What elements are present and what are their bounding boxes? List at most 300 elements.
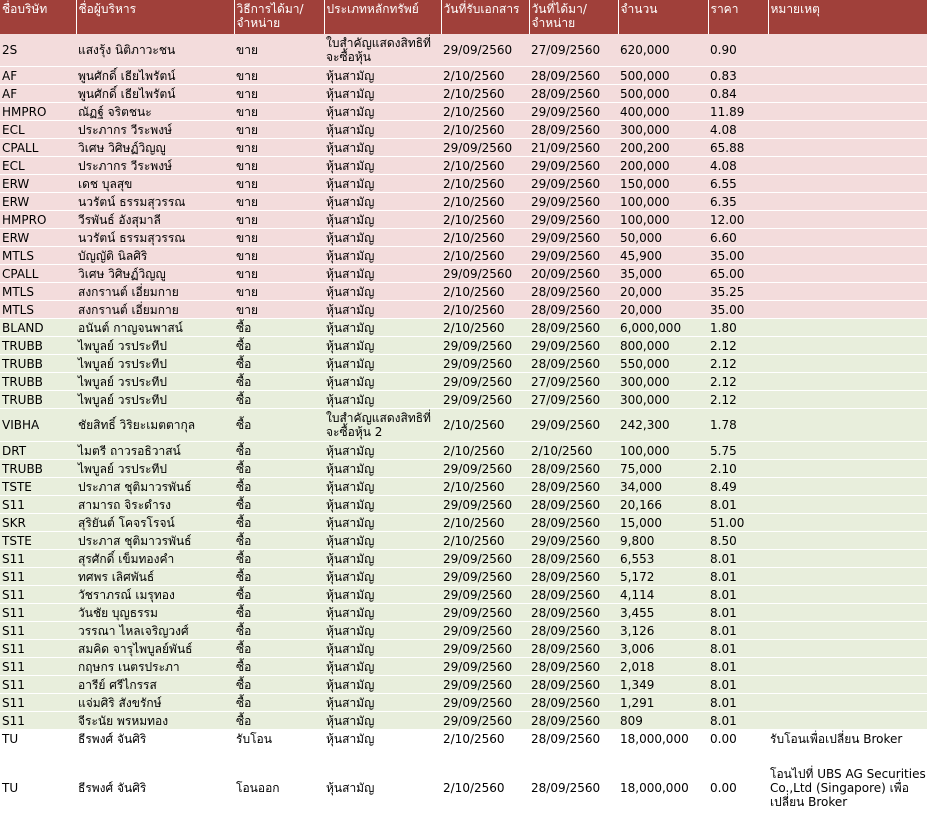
cell-company: TRUBB <box>0 337 76 355</box>
cell-remark <box>768 694 927 712</box>
cell-company: ERW <box>0 229 76 247</box>
cell-volume: 3,455 <box>618 604 708 622</box>
cell-remark <box>768 157 927 175</box>
cell-executive: ไพบูลย์ วรประทีป <box>76 373 234 391</box>
table-row <box>0 373 927 391</box>
cell-executive: บัญญัติ นิลศิริ <box>76 247 234 265</box>
cell-remark: รับโอนเพื่อเปลี่ยน Broker <box>768 730 927 748</box>
cell-executive: สามารถ จิระดำรง <box>76 496 234 514</box>
cell-volume: 34,000 <box>618 478 708 496</box>
table-row <box>0 319 927 337</box>
cell-security-type: หุ้นสามัญ <box>324 337 441 355</box>
cell-executive: ไมตรี ถาวรอธิวาสน์ <box>76 442 234 460</box>
cell-volume: 2,018 <box>618 658 708 676</box>
table-body <box>0 34 927 829</box>
cell-price: 1.78 <box>708 409 768 442</box>
cell-executive: ประภาส ชุติมาวรพันธ์ <box>76 478 234 496</box>
cell-received-date: 29/09/2560 <box>441 658 529 676</box>
cell-security-type: ใบสำคัญแสดงสิทธิที่จะซื้อหุ้น 2 <box>324 409 441 442</box>
cell-transaction-date: 28/09/2560 <box>529 514 618 532</box>
cell-volume: 800,000 <box>618 337 708 355</box>
cell-remark <box>768 373 927 391</box>
cell-volume: 100,000 <box>618 442 708 460</box>
cell-volume: 300,000 <box>618 391 708 409</box>
cell-volume: 150,000 <box>618 175 708 193</box>
cell-method: ซื้อ <box>234 604 324 622</box>
cell-volume: 18,000,000 <box>618 730 708 748</box>
table-row <box>0 283 927 301</box>
cell-price: 4.08 <box>708 121 768 139</box>
cell-transaction-date: 28/09/2560 <box>529 319 618 337</box>
cell-company: TRUBB <box>0 460 76 478</box>
cell-received-date: 2/10/2560 <box>441 319 529 337</box>
table-row <box>0 478 927 496</box>
cell-price: 35.25 <box>708 283 768 301</box>
cell-transaction-date: 27/09/2560 <box>529 373 618 391</box>
cell-method: ขาย <box>234 193 324 211</box>
cell-transaction-date: 28/09/2560 <box>529 496 618 514</box>
cell-received-date: 2/10/2560 <box>441 442 529 460</box>
cell-security-type: หุ้นสามัญ <box>324 694 441 712</box>
cell-company: AF <box>0 67 76 85</box>
cell-volume: 1,291 <box>618 694 708 712</box>
header-received-date: วันที่รับเอกสาร <box>441 0 529 34</box>
cell-method: ขาย <box>234 301 324 319</box>
cell-executive: วิเศษ วิศิษฏ์วิญญู <box>76 139 234 157</box>
cell-price: 35.00 <box>708 247 768 265</box>
cell-volume: 6,553 <box>618 550 708 568</box>
table-row <box>0 103 927 121</box>
table-row <box>0 442 927 460</box>
cell-transaction-date: 28/09/2560 <box>529 658 618 676</box>
cell-transaction-date: 29/09/2560 <box>529 337 618 355</box>
cell-transaction-date: 28/09/2560 <box>529 283 618 301</box>
cell-security-type: หุ้นสามัญ <box>324 229 441 247</box>
cell-method: ขาย <box>234 283 324 301</box>
cell-price: 8.01 <box>708 658 768 676</box>
cell-remark <box>768 229 927 247</box>
cell-transaction-date: 28/09/2560 <box>529 568 618 586</box>
cell-received-date: 29/09/2560 <box>441 604 529 622</box>
cell-security-type: หุ้นสามัญ <box>324 211 441 229</box>
cell-security-type: หุ้นสามัญ <box>324 712 441 730</box>
cell-remark <box>768 391 927 409</box>
cell-security-type: หุ้นสามัญ <box>324 604 441 622</box>
cell-executive: ณัฏฐ์ จริตชนะ <box>76 103 234 121</box>
table-row <box>0 694 927 712</box>
cell-company: S11 <box>0 568 76 586</box>
cell-executive: นวรัตน์ ธรรมสุวรรณ <box>76 229 234 247</box>
cell-executive: พูนศักดิ์ เธียไพรัตน์ <box>76 67 234 85</box>
cell-transaction-date: 29/09/2560 <box>529 532 618 550</box>
cell-method: ขาย <box>234 121 324 139</box>
cell-received-date: 29/09/2560 <box>441 640 529 658</box>
cell-received-date: 2/10/2560 <box>441 211 529 229</box>
cell-company: ERW <box>0 193 76 211</box>
cell-security-type: หุ้นสามัญ <box>324 319 441 337</box>
header-security-type: ประเภทหลักทรัพย์ <box>324 0 441 34</box>
cell-transaction-date: 2/10/2560 <box>529 442 618 460</box>
cell-executive: ธีรพงศ์ จันศิริ <box>76 748 234 829</box>
cell-security-type: หุ้นสามัญ <box>324 676 441 694</box>
cell-security-type: หุ้นสามัญ <box>324 586 441 604</box>
cell-volume: 809 <box>618 712 708 730</box>
cell-executive: ชัยสิทธิ์ วิริยะเมตตากุล <box>76 409 234 442</box>
cell-volume: 5,172 <box>618 568 708 586</box>
cell-volume: 1,349 <box>618 676 708 694</box>
cell-security-type: หุ้นสามัญ <box>324 139 441 157</box>
cell-method: ซื้อ <box>234 460 324 478</box>
cell-executive: ประภากร วีระพงษ์ <box>76 121 234 139</box>
cell-transaction-date: 29/09/2560 <box>529 409 618 442</box>
cell-executive: ประภากร วีระพงษ์ <box>76 157 234 175</box>
cell-volume: 300,000 <box>618 373 708 391</box>
cell-method: โอนออก <box>234 748 324 829</box>
cell-transaction-date: 28/09/2560 <box>529 622 618 640</box>
cell-price: 4.08 <box>708 157 768 175</box>
cell-received-date: 2/10/2560 <box>441 229 529 247</box>
cell-remark <box>768 175 927 193</box>
cell-transaction-date: 28/09/2560 <box>529 85 618 103</box>
cell-price: 2.12 <box>708 373 768 391</box>
table-row <box>0 85 927 103</box>
cell-executive: วีรพันธ์ อังสุมาลี <box>76 211 234 229</box>
table-row <box>0 139 927 157</box>
cell-transaction-date: 29/09/2560 <box>529 211 618 229</box>
cell-transaction-date: 29/09/2560 <box>529 247 618 265</box>
cell-executive: แจ่มศิริ สังขรักษ์ <box>76 694 234 712</box>
cell-price: 6.60 <box>708 229 768 247</box>
cell-security-type: หุ้นสามัญ <box>324 622 441 640</box>
cell-company: S11 <box>0 604 76 622</box>
cell-volume: 75,000 <box>618 460 708 478</box>
cell-method: ซื้อ <box>234 694 324 712</box>
cell-remark <box>768 211 927 229</box>
cell-security-type: หุ้นสามัญ <box>324 175 441 193</box>
cell-remark <box>768 409 927 442</box>
cell-price: 0.84 <box>708 85 768 103</box>
cell-remark <box>768 658 927 676</box>
cell-price: 8.01 <box>708 622 768 640</box>
cell-method: ซื้อ <box>234 337 324 355</box>
cell-transaction-date: 28/09/2560 <box>529 748 618 829</box>
cell-received-date: 29/09/2560 <box>441 265 529 283</box>
cell-remark: โอนไปที่ UBS AG Securities Co.,Ltd (Singapore) เพื่อเปลี่ยน Broker <box>768 748 927 829</box>
cell-transaction-date: 28/09/2560 <box>529 712 618 730</box>
cell-company: S11 <box>0 640 76 658</box>
cell-executive: อารีย์ ศรีไกรรส <box>76 676 234 694</box>
cell-executive: ไพบูลย์ วรประทีป <box>76 355 234 373</box>
cell-price: 35.00 <box>708 301 768 319</box>
cell-company: S11 <box>0 712 76 730</box>
cell-volume: 50,000 <box>618 229 708 247</box>
cell-method: ซื้อ <box>234 658 324 676</box>
table-row <box>0 604 927 622</box>
cell-company: ERW <box>0 175 76 193</box>
cell-received-date: 29/09/2560 <box>441 34 529 67</box>
cell-security-type: หุ้นสามัญ <box>324 514 441 532</box>
table-row <box>0 550 927 568</box>
cell-remark <box>768 67 927 85</box>
cell-executive: ไพบูลย์ วรประทีป <box>76 337 234 355</box>
cell-received-date: 2/10/2560 <box>441 409 529 442</box>
cell-price: 0.90 <box>708 34 768 67</box>
cell-received-date: 29/09/2560 <box>441 550 529 568</box>
cell-price: 8.01 <box>708 496 768 514</box>
cell-transaction-date: 29/09/2560 <box>529 229 618 247</box>
cell-method: ซื้อ <box>234 355 324 373</box>
cell-method: ขาย <box>234 175 324 193</box>
cell-price: 2.12 <box>708 337 768 355</box>
cell-remark <box>768 532 927 550</box>
cell-company: TRUBB <box>0 373 76 391</box>
cell-received-date: 2/10/2560 <box>441 67 529 85</box>
table-row <box>0 676 927 694</box>
cell-price: 1.80 <box>708 319 768 337</box>
table-row <box>0 622 927 640</box>
cell-volume: 20,000 <box>618 283 708 301</box>
cell-remark <box>768 139 927 157</box>
cell-received-date: 2/10/2560 <box>441 121 529 139</box>
cell-company: TU <box>0 730 76 748</box>
cell-transaction-date: 28/09/2560 <box>529 694 618 712</box>
cell-received-date: 2/10/2560 <box>441 157 529 175</box>
cell-remark <box>768 712 927 730</box>
cell-received-date: 2/10/2560 <box>441 478 529 496</box>
cell-executive: เดช บุลสุข <box>76 175 234 193</box>
cell-received-date: 2/10/2560 <box>441 730 529 748</box>
header-remark: หมายเหตุ <box>768 0 927 34</box>
cell-executive: สงกรานต์ เอี่ยมกาย <box>76 301 234 319</box>
cell-received-date: 2/10/2560 <box>441 193 529 211</box>
cell-executive: จีระนัย พรหมทอง <box>76 712 234 730</box>
cell-price: 8.01 <box>708 550 768 568</box>
cell-remark <box>768 103 927 121</box>
cell-price: 8.01 <box>708 604 768 622</box>
cell-security-type: หุ้นสามัญ <box>324 730 441 748</box>
cell-received-date: 29/09/2560 <box>441 460 529 478</box>
cell-company: ECL <box>0 157 76 175</box>
cell-transaction-date: 28/09/2560 <box>529 67 618 85</box>
cell-company: S11 <box>0 622 76 640</box>
table-row <box>0 355 927 373</box>
cell-company: TRUBB <box>0 391 76 409</box>
cell-company: 2S <box>0 34 76 67</box>
cell-price: 0.83 <box>708 67 768 85</box>
cell-remark <box>768 442 927 460</box>
cell-transaction-date: 20/09/2560 <box>529 265 618 283</box>
cell-volume: 100,000 <box>618 193 708 211</box>
cell-received-date: 29/09/2560 <box>441 391 529 409</box>
cell-received-date: 2/10/2560 <box>441 85 529 103</box>
table-row <box>0 658 927 676</box>
cell-executive: ไพบูลย์ วรประทีป <box>76 460 234 478</box>
cell-company: DRT <box>0 442 76 460</box>
cell-method: ซื้อ <box>234 586 324 604</box>
cell-method: ขาย <box>234 34 324 67</box>
cell-remark <box>768 514 927 532</box>
cell-method: ขาย <box>234 157 324 175</box>
cell-volume: 242,300 <box>618 409 708 442</box>
cell-method: ซื้อ <box>234 514 324 532</box>
cell-received-date: 29/09/2560 <box>441 586 529 604</box>
cell-remark <box>768 478 927 496</box>
cell-price: 65.88 <box>708 139 768 157</box>
cell-volume: 550,000 <box>618 355 708 373</box>
cell-security-type: หุ้นสามัญ <box>324 568 441 586</box>
cell-remark <box>768 568 927 586</box>
cell-executive: ธีรพงศ์ จันศิริ <box>76 730 234 748</box>
cell-remark <box>768 34 927 67</box>
cell-volume: 200,200 <box>618 139 708 157</box>
cell-price: 12.00 <box>708 211 768 229</box>
cell-volume: 45,900 <box>618 247 708 265</box>
cell-received-date: 2/10/2560 <box>441 301 529 319</box>
cell-company: TSTE <box>0 532 76 550</box>
table-row <box>0 586 927 604</box>
cell-method: ซื้อ <box>234 478 324 496</box>
cell-security-type: หุ้นสามัญ <box>324 103 441 121</box>
cell-transaction-date: 27/09/2560 <box>529 391 618 409</box>
cell-received-date: 2/10/2560 <box>441 247 529 265</box>
cell-remark <box>768 337 927 355</box>
table-row <box>0 514 927 532</box>
header-price: ราคา <box>708 0 768 34</box>
cell-company: MTLS <box>0 247 76 265</box>
cell-price: 8.01 <box>708 694 768 712</box>
cell-price: 8.01 <box>708 640 768 658</box>
cell-method: ซื้อ <box>234 676 324 694</box>
cell-executive: ทศพร เลิศพันธ์ <box>76 568 234 586</box>
cell-volume: 20,166 <box>618 496 708 514</box>
table-row <box>0 211 927 229</box>
cell-volume: 35,000 <box>618 265 708 283</box>
cell-volume: 20,000 <box>618 301 708 319</box>
table-row <box>0 265 927 283</box>
cell-method: ซื้อ <box>234 568 324 586</box>
cell-method: ซื้อ <box>234 496 324 514</box>
table-row <box>0 67 927 85</box>
cell-executive: กฤษกร เนตรประภา <box>76 658 234 676</box>
table-row <box>0 748 927 829</box>
cell-executive: สมคิด จารุไพบูลย์พันธ์ <box>76 640 234 658</box>
cell-received-date: 29/09/2560 <box>441 622 529 640</box>
cell-price: 5.75 <box>708 442 768 460</box>
table-row <box>0 730 927 748</box>
cell-security-type: หุ้นสามัญ <box>324 121 441 139</box>
cell-received-date: 2/10/2560 <box>441 532 529 550</box>
cell-company: VIBHA <box>0 409 76 442</box>
cell-company: S11 <box>0 496 76 514</box>
cell-executive: อนันต์ กาญจนพาสน์ <box>76 319 234 337</box>
cell-security-type: หุ้นสามัญ <box>324 550 441 568</box>
cell-received-date: 2/10/2560 <box>441 748 529 829</box>
cell-volume: 400,000 <box>618 103 708 121</box>
header-executive: ชื่อผู้บริหาร <box>76 0 234 34</box>
table-row <box>0 175 927 193</box>
cell-remark <box>768 283 927 301</box>
cell-received-date: 2/10/2560 <box>441 175 529 193</box>
cell-price: 8.01 <box>708 712 768 730</box>
cell-company: HMPRO <box>0 211 76 229</box>
cell-volume: 500,000 <box>618 85 708 103</box>
cell-security-type: หุ้นสามัญ <box>324 658 441 676</box>
cell-method: ขาย <box>234 139 324 157</box>
cell-executive: พูนศักดิ์ เธียไพรัตน์ <box>76 85 234 103</box>
cell-method: ซื้อ <box>234 442 324 460</box>
cell-transaction-date: 29/09/2560 <box>529 157 618 175</box>
table-row <box>0 121 927 139</box>
cell-security-type: หุ้นสามัญ <box>324 460 441 478</box>
cell-transaction-date: 28/09/2560 <box>529 121 618 139</box>
cell-volume: 3,126 <box>618 622 708 640</box>
cell-received-date: 29/09/2560 <box>441 694 529 712</box>
cell-transaction-date: 29/09/2560 <box>529 103 618 121</box>
cell-price: 8.01 <box>708 568 768 586</box>
cell-transaction-date: 28/09/2560 <box>529 730 618 748</box>
header-row <box>0 0 927 34</box>
cell-transaction-date: 27/09/2560 <box>529 34 618 67</box>
cell-remark <box>768 676 927 694</box>
cell-executive: วรรณา ไหลเจริญวงศ์ <box>76 622 234 640</box>
cell-security-type: หุ้นสามัญ <box>324 442 441 460</box>
header-transaction-date: วันที่ได้มา/ จำหน่าย <box>529 0 618 34</box>
cell-transaction-date: 28/09/2560 <box>529 301 618 319</box>
cell-executive: สุรศักดิ์ เข็มทองคำ <box>76 550 234 568</box>
cell-security-type: หุ้นสามัญ <box>324 478 441 496</box>
cell-company: TRUBB <box>0 355 76 373</box>
cell-executive: วิเศษ วิศิษฏ์วิญญู <box>76 265 234 283</box>
cell-security-type: หุ้นสามัญ <box>324 532 441 550</box>
cell-price: 11.89 <box>708 103 768 121</box>
cell-company: S11 <box>0 694 76 712</box>
cell-price: 51.00 <box>708 514 768 532</box>
cell-transaction-date: 28/09/2560 <box>529 478 618 496</box>
cell-remark <box>768 247 927 265</box>
cell-security-type: หุ้นสามัญ <box>324 373 441 391</box>
cell-remark <box>768 85 927 103</box>
table-row <box>0 193 927 211</box>
cell-price: 8.49 <box>708 478 768 496</box>
cell-price: 6.35 <box>708 193 768 211</box>
cell-company: SKR <box>0 514 76 532</box>
cell-remark <box>768 550 927 568</box>
header-method: วิธีการได้มา/ จำหน่าย <box>234 0 324 34</box>
cell-company: HMPRO <box>0 103 76 121</box>
cell-company: ECL <box>0 121 76 139</box>
cell-security-type: หุ้นสามัญ <box>324 391 441 409</box>
cell-company: CPALL <box>0 265 76 283</box>
cell-volume: 300,000 <box>618 121 708 139</box>
table-row <box>0 496 927 514</box>
cell-method: ซื้อ <box>234 373 324 391</box>
cell-transaction-date: 28/09/2560 <box>529 550 618 568</box>
cell-security-type: หุ้นสามัญ <box>324 748 441 829</box>
cell-received-date: 2/10/2560 <box>441 514 529 532</box>
cell-method: ขาย <box>234 85 324 103</box>
cell-company: AF <box>0 85 76 103</box>
table-row <box>0 247 927 265</box>
cell-received-date: 29/09/2560 <box>441 496 529 514</box>
cell-price: 8.50 <box>708 532 768 550</box>
cell-transaction-date: 28/09/2560 <box>529 586 618 604</box>
cell-company: S11 <box>0 676 76 694</box>
cell-received-date: 29/09/2560 <box>441 373 529 391</box>
table-row <box>0 568 927 586</box>
cell-price: 2.12 <box>708 355 768 373</box>
cell-company: S11 <box>0 550 76 568</box>
cell-method: ซื้อ <box>234 532 324 550</box>
